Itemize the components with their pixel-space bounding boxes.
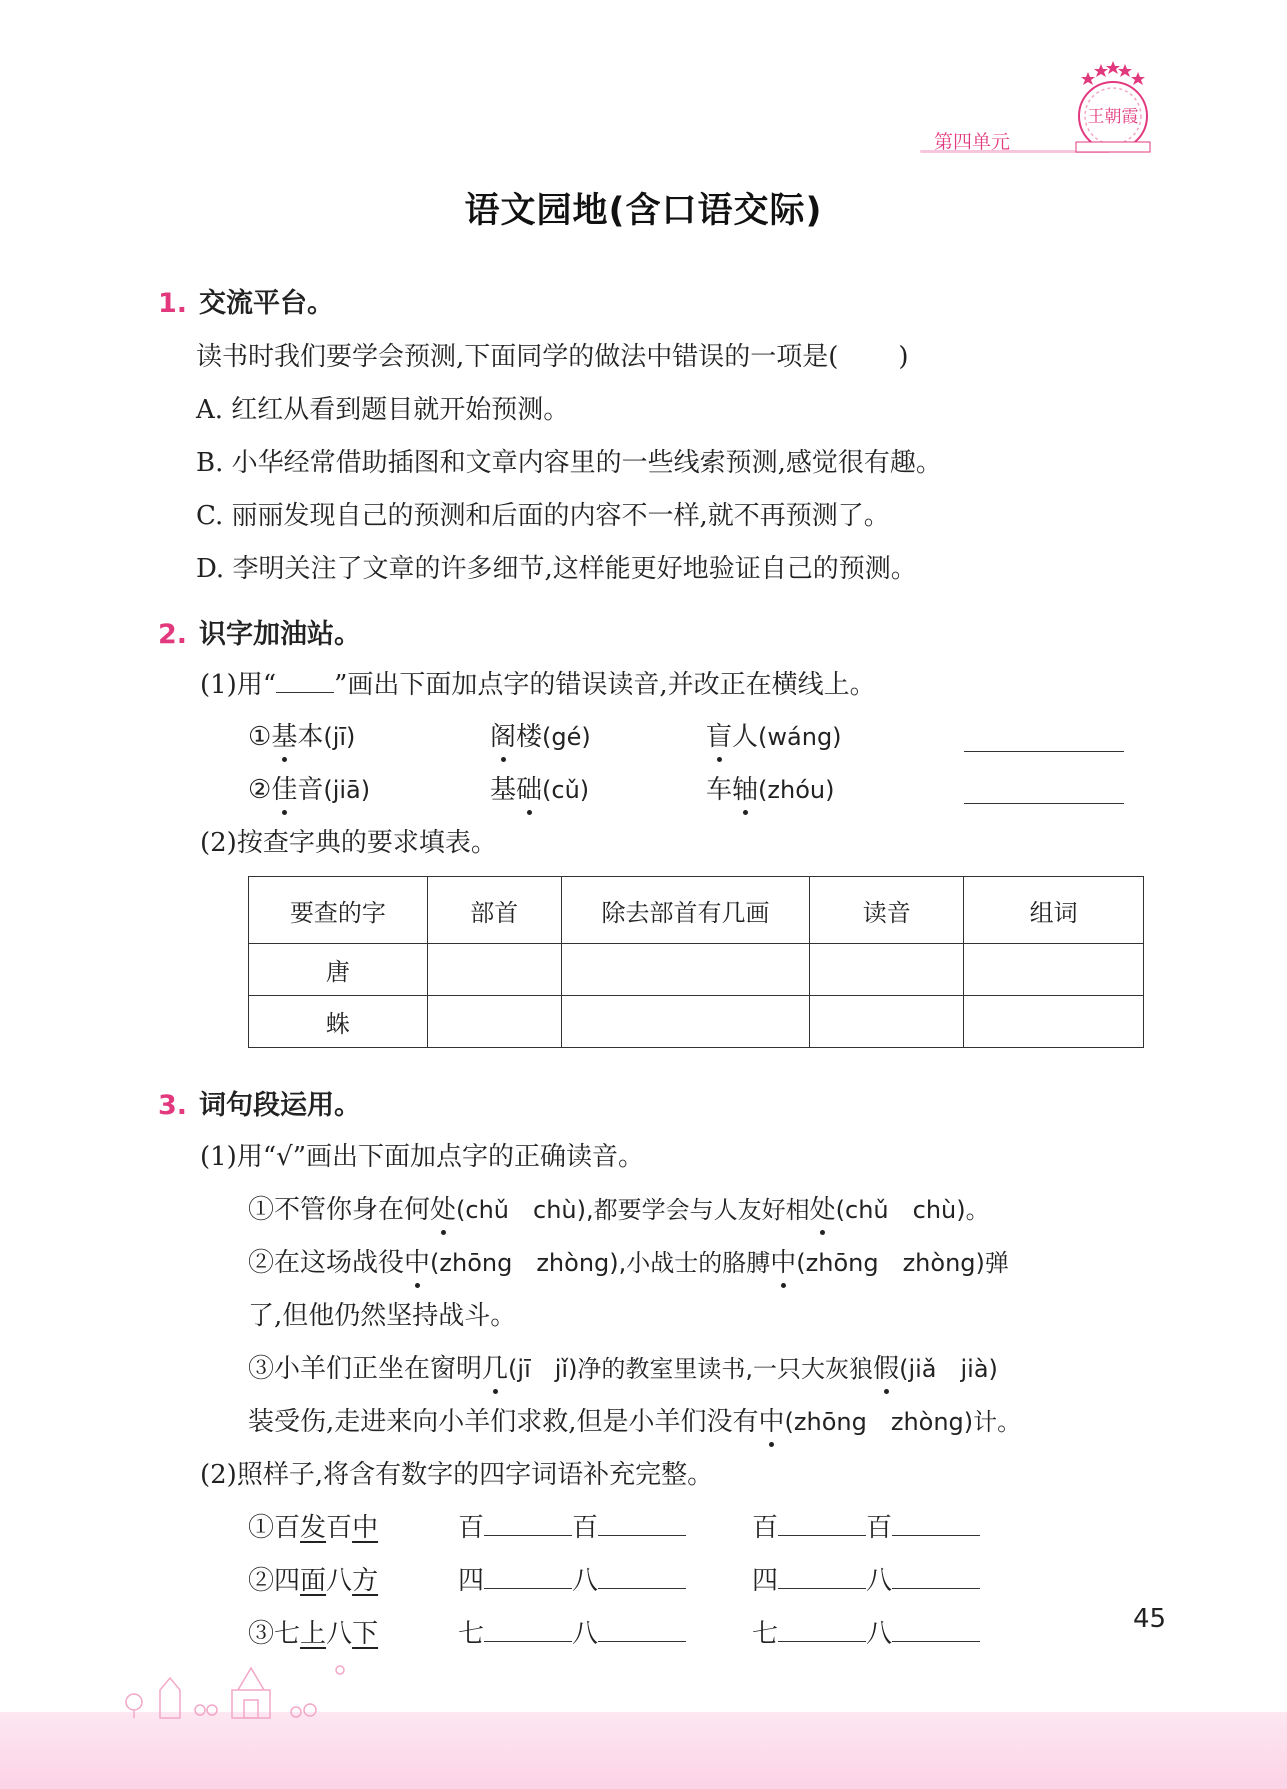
char: 八 xyxy=(866,1619,893,1649)
table-cell-input[interactable] xyxy=(964,944,1144,996)
instruction-text: (1)用“ xyxy=(200,670,277,700)
char: 八 xyxy=(326,1566,353,1596)
item-number: ② xyxy=(248,1566,275,1596)
sentence-text: ②在这场战役 xyxy=(248,1248,405,1278)
answer-line[interactable] xyxy=(964,803,1124,804)
instruction-3-1: (1)用“√”画出下面加点字的正确读音。 xyxy=(200,1142,644,1172)
dotted-char: 盲 xyxy=(706,716,732,753)
idiom-fill xyxy=(752,1507,980,1544)
char: 百 xyxy=(326,1513,353,1543)
underlined-char: 方 xyxy=(352,1566,379,1596)
table-cell-input[interactable] xyxy=(964,996,1144,1048)
char: 楼 xyxy=(516,722,543,752)
pinyin-choice[interactable]: (zhōng zhòng)计。 xyxy=(784,1408,1022,1436)
dotted-char: 几 xyxy=(482,1348,508,1385)
item-number: ① xyxy=(248,1513,275,1543)
fill-blank[interactable] xyxy=(598,1615,686,1642)
section-title: 词句段运用。 xyxy=(199,1090,362,1121)
pinyin-choice[interactable]: (jiǎ jià) xyxy=(899,1355,998,1383)
pinyin-item xyxy=(490,769,589,806)
section-3-heading xyxy=(158,1083,361,1122)
table-cell-input[interactable] xyxy=(810,944,964,996)
option-b: B. 小华经常借助插图和文章内容里的一些线索预测,感觉很有趣。 xyxy=(196,448,942,478)
instruction-3-2: (2)照样子,将含有数字的四字词语补充完整。 xyxy=(200,1460,714,1490)
pinyin-choice[interactable]: (jī jǐ)净的教室里读书,一只大灰狼 xyxy=(508,1355,874,1383)
char: 七 xyxy=(752,1619,779,1649)
table-header: 部首 xyxy=(427,877,561,944)
idiom-fill xyxy=(458,1560,686,1597)
fill-blank[interactable] xyxy=(598,1509,686,1536)
table-cell-input[interactable] xyxy=(427,944,561,996)
instruction-text: ”画出下面加点字的错误读音,并改正在横线上。 xyxy=(334,670,876,700)
char: 基 xyxy=(490,775,517,805)
table-header: 读音 xyxy=(810,877,964,944)
pinyin-item xyxy=(706,716,842,753)
dictionary-table xyxy=(248,876,1144,1048)
pinyin[interactable]: (jiā) xyxy=(323,776,371,804)
pinyin-item xyxy=(706,769,834,806)
pinyin-item xyxy=(248,769,370,806)
underlined-char: 中 xyxy=(352,1513,379,1543)
option-a: A. 红红从看到题目就开始预测。 xyxy=(196,395,570,425)
section-number: 2. xyxy=(158,619,188,650)
fill-blank[interactable] xyxy=(484,1509,572,1536)
char: 八 xyxy=(572,1566,599,1596)
table-header: 组词 xyxy=(964,877,1144,944)
fill-blank[interactable] xyxy=(892,1509,980,1536)
fill-blank[interactable] xyxy=(778,1615,866,1642)
dotted-char: 基 xyxy=(271,716,297,753)
char: 百 xyxy=(274,1513,301,1543)
char: 百 xyxy=(458,1513,485,1543)
pinyin-choice[interactable]: (chǔ chù),都要学会与人友好相 xyxy=(456,1196,810,1224)
fill-blank[interactable] xyxy=(484,1615,572,1642)
sentence-1 xyxy=(248,1189,990,1226)
fill-blank[interactable] xyxy=(892,1615,980,1642)
char: 车 xyxy=(706,775,733,805)
table-header: 除去部首有几画 xyxy=(561,877,810,944)
char: 四 xyxy=(274,1566,301,1596)
unit-label: 第四单元 xyxy=(934,131,1011,153)
section-2-heading xyxy=(158,612,361,651)
question-text xyxy=(196,336,909,373)
underlined-char: 发 xyxy=(300,1513,327,1543)
char: 八 xyxy=(326,1619,353,1649)
underlined-char: 下 xyxy=(352,1619,379,1649)
char: 四 xyxy=(752,1566,779,1596)
idiom-fill xyxy=(458,1613,686,1650)
fill-blank[interactable] xyxy=(598,1562,686,1589)
sentence-3 xyxy=(248,1348,998,1385)
underlined-char: 上 xyxy=(300,1619,327,1649)
fill-blank[interactable] xyxy=(778,1562,866,1589)
pinyin[interactable]: (gé) xyxy=(542,723,591,751)
char: 音 xyxy=(297,775,324,805)
dotted-char: 中 xyxy=(770,1242,796,1279)
dotted-char: 轴 xyxy=(732,769,758,806)
table-header: 要查的字 xyxy=(249,877,428,944)
char: 本 xyxy=(297,722,324,752)
pinyin-choice[interactable]: (chǔ chù)。 xyxy=(835,1196,990,1224)
sentence-text: ①不管你身在何 xyxy=(248,1195,431,1225)
char: 百 xyxy=(866,1513,893,1543)
instruction-2-1 xyxy=(200,664,876,701)
svg-text:王朝霞: 王朝霞 xyxy=(1087,107,1139,127)
pinyin[interactable]: (zhóu) xyxy=(758,776,835,804)
dotted-char: 处 xyxy=(810,1189,836,1226)
item-number: ③ xyxy=(248,1619,275,1649)
dotted-char: 中 xyxy=(404,1242,430,1279)
char: 人 xyxy=(732,722,759,752)
pinyin[interactable]: (jī) xyxy=(323,723,356,751)
sentence-text: 装受伤,走进来向小羊们求救,但是小羊们没有 xyxy=(248,1407,759,1437)
dotted-char: 处 xyxy=(430,1189,456,1226)
idiom-example xyxy=(248,1560,378,1597)
char: 四 xyxy=(458,1566,485,1596)
section-1-heading xyxy=(158,281,334,320)
option-c: C. 丽丽发现自己的预测和后面的内容不一样,就不再预测了。 xyxy=(196,501,890,531)
section-number: 1. xyxy=(158,288,188,319)
char: 百 xyxy=(752,1513,779,1543)
pinyin[interactable]: (wáng) xyxy=(758,723,842,751)
section-title: 识字加油站。 xyxy=(199,619,362,650)
table-cell-input[interactable] xyxy=(427,996,561,1048)
table-cell-input[interactable] xyxy=(561,996,810,1048)
char: 百 xyxy=(572,1513,599,1543)
dotted-char: 佳 xyxy=(271,769,297,806)
fill-blank[interactable] xyxy=(484,1562,572,1589)
fill-blank[interactable] xyxy=(892,1562,980,1589)
author-seal-logo xyxy=(1068,58,1158,156)
pinyin[interactable]: (cǔ) xyxy=(542,776,590,804)
table-cell-char: 唐 xyxy=(249,944,428,996)
idiom-fill xyxy=(458,1507,686,1544)
sentence-text: ③小羊们正坐在窗明 xyxy=(248,1354,483,1384)
dotted-char: 假 xyxy=(873,1348,899,1385)
dotted-char: 础 xyxy=(516,769,542,806)
page-number: 45 xyxy=(1133,1604,1167,1634)
instruction-2-2: (2)按查字典的要求填表。 xyxy=(200,828,497,858)
char: 八 xyxy=(572,1619,599,1649)
footer-band xyxy=(0,1712,1287,1789)
section-number: 3. xyxy=(158,1090,188,1121)
sentence-2 xyxy=(248,1242,1009,1279)
dotted-char: 阁 xyxy=(490,716,516,753)
sentence-2-cont: 了,但他仍然坚持战斗。 xyxy=(248,1301,517,1331)
idiom-example xyxy=(248,1507,378,1544)
pinyin-choice[interactable]: (zhōng zhòng)弹 xyxy=(796,1249,1009,1277)
table-row xyxy=(249,996,1144,1048)
section-title: 交流平台。 xyxy=(199,288,335,319)
paren-close: ) xyxy=(898,342,909,372)
answer-line[interactable] xyxy=(964,751,1124,752)
castle-decoration-icon xyxy=(120,1650,350,1720)
table-row xyxy=(249,944,1144,996)
pinyin-item xyxy=(248,716,355,753)
char: 七 xyxy=(458,1619,485,1649)
table-cell-input[interactable] xyxy=(561,944,810,996)
pinyin-item xyxy=(490,716,591,753)
pinyin-choice[interactable]: (zhōng zhòng),小战士的胳膊 xyxy=(430,1249,771,1277)
item-number: ① xyxy=(248,722,272,752)
item-number: ② xyxy=(248,775,272,805)
table-cell-char: 蛛 xyxy=(249,996,428,1048)
question-stem: 读书时我们要学会预测,下面同学的做法中错误的一项是( xyxy=(196,342,839,372)
idiom-example xyxy=(248,1613,378,1650)
idiom-fill xyxy=(752,1613,980,1650)
option-d: D. 李明关注了文章的许多细节,这样能更好地验证自己的预测。 xyxy=(196,554,917,584)
idiom-fill xyxy=(752,1560,980,1597)
table-cell-input[interactable] xyxy=(810,996,964,1048)
sentence-3-cont xyxy=(248,1401,1021,1438)
underlined-char: 面 xyxy=(300,1566,327,1596)
page-title: 语文园地(含口语交际) xyxy=(464,191,823,231)
underline-sample xyxy=(276,666,334,693)
dotted-char: 中 xyxy=(759,1401,785,1438)
table-header-row xyxy=(249,877,1144,944)
char: 八 xyxy=(866,1566,893,1596)
char: 七 xyxy=(274,1619,301,1649)
fill-blank[interactable] xyxy=(778,1509,866,1536)
